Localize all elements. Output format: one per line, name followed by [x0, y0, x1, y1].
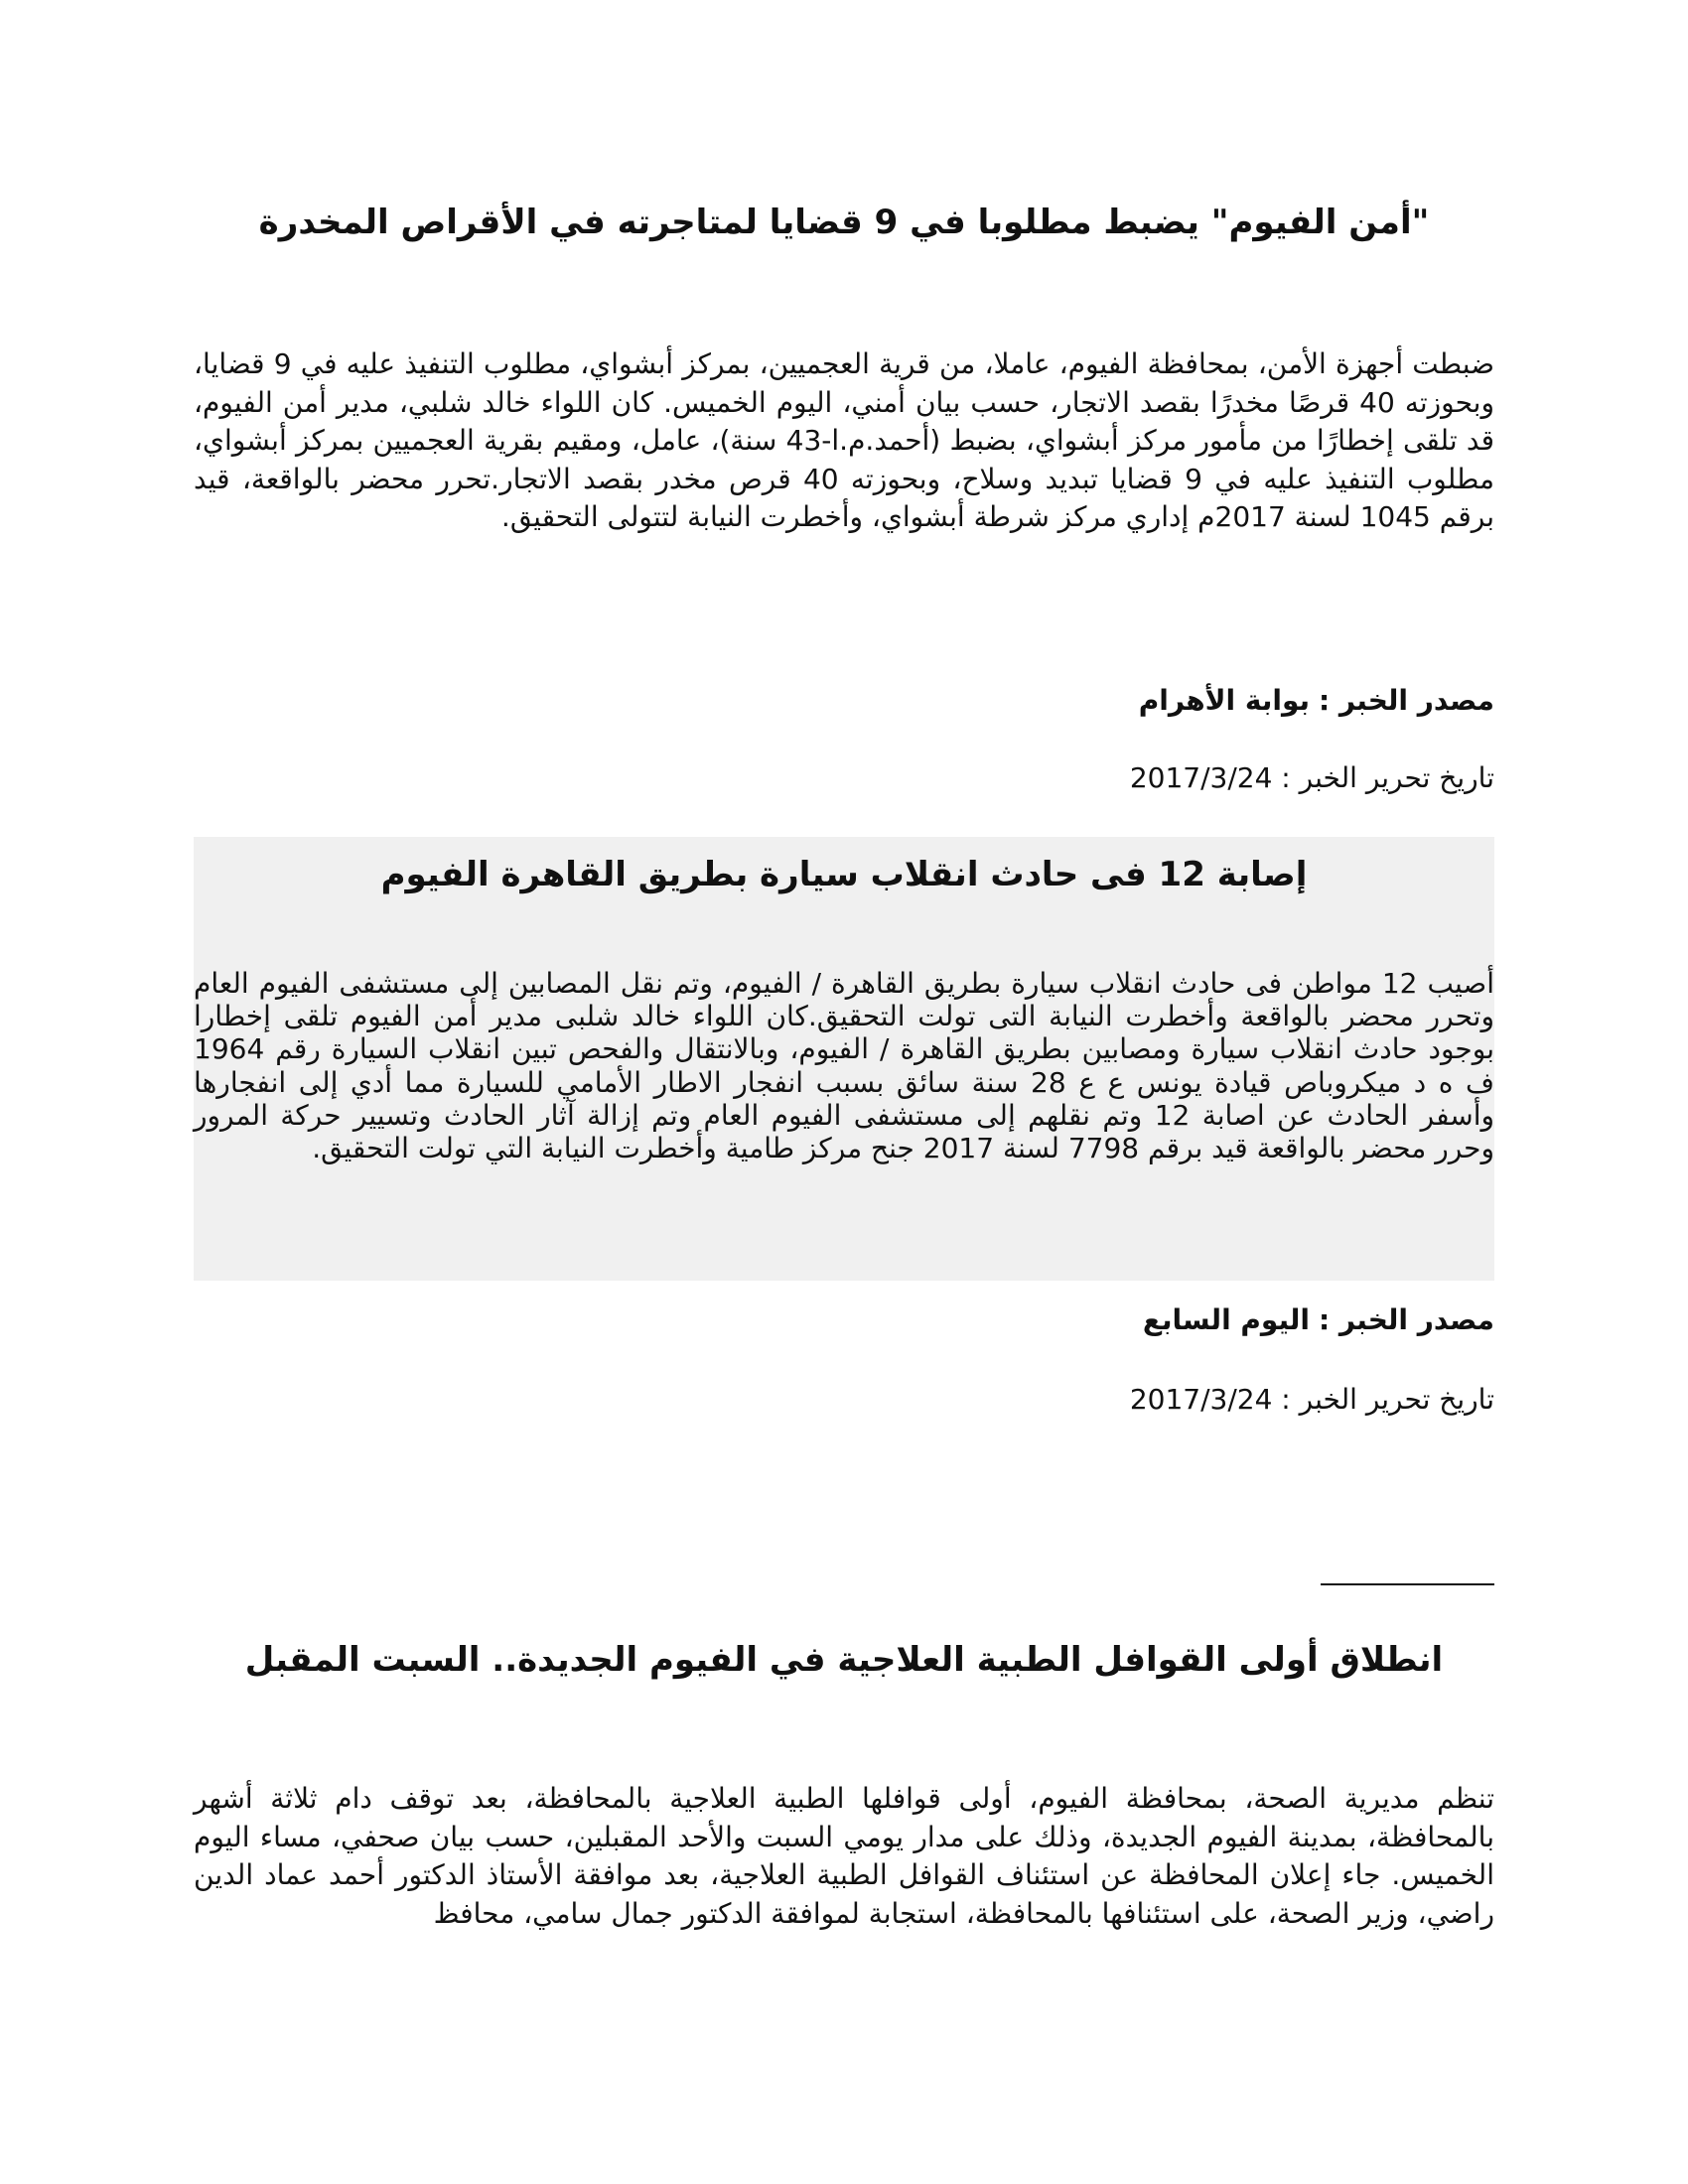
article-1-body: ضبطت أجهزة الأمن، بمحافظة الفيوم، عاملا، من قرية العجميين، بمركز أبشواي، مطلوب التنفيذ عليه في 9 قضايا، وبحوزته 40 قرصًا مخدرًا بقصد الاتجار، حسب بيان أمني، اليوم الخميس. كان اللواء خالد شلبي، مدير أمن الفيوم، قد تلقى إخطارًا من مأمور مركز أبشواي، بضبط (أحمد.م.ا-43 سنة)، عامل، ومقيم بقرية العجميين بمركز أبشواي، مطلوب التنفيذ عليه في 9 قضايا تبديد وسلاح، وبحوزته 40 قرص مخدر بقصد الاتجار.تحرر محضر بالواقعة، قيد برقم 1045 لسنة 2017م إداري مركز شرطة أبشواي، وأخطرت النيابة لتتولى التحقيق.	[194, 347, 1494, 533]
article-2-title: إصابة 12 فى حادث انقلاب سيارة بطريق القاهرة الفيوم	[380, 855, 1308, 894]
article-1-date-value: 2017/3/24	[1129, 761, 1273, 794]
article-1-date	[194, 758, 1494, 798]
article-3-title: انطلاق أولى القوافل الطبية العلاجية في الفيوم الجديدة.. السبت المقبل	[244, 1640, 1444, 1680]
article-2-date-value: 2017/3/24	[1129, 1383, 1273, 1416]
article-3-body: تنظم مديرية الصحة، بمحافظة الفيوم، أولى قوافلها الطبية العلاجية بالمحافظة، بعد توقف دام ثلاثة أشهر بالمحافظة، بمدينة الفيوم الجديدة، وذلك على مدار يومي السبت والأحد المقبلين، حسب بيان صحفي، مساء اليوم الخميس. جاء إعلان المحافظة عن استئناف القوافل الطبية العلاجية، بعد موافقة الأستاذ الدكتور أحمد عماد الدين راضي، وزير الصحة، على استئنافها بالمحافظة، استجابة لموافقة الدكتور جمال سامي، محافظ	[194, 1782, 1494, 1930]
article-1-title: "أمن الفيوم" يضبط مطلوبا في 9 قضايا لمتاجرته في الأقراص المخدرة	[258, 203, 1430, 242]
article-2-date-label: تاريخ تحرير الخبر :	[1281, 1383, 1494, 1416]
article-2-source-value: اليوم السابع	[1142, 1303, 1311, 1336]
article-1-source	[194, 681, 1494, 721]
article-2-source	[194, 1300, 1494, 1340]
article-1-source-value: بوابة الأهرام	[1138, 684, 1311, 717]
article-2-date	[194, 1380, 1494, 1420]
article-1-date-label: تاريخ تحرير الخبر :	[1281, 761, 1494, 794]
article-2-source-label: مصدر الخبر :	[1318, 1303, 1494, 1336]
separator-line	[1321, 1583, 1494, 1585]
article-1-source-label: مصدر الخبر :	[1318, 684, 1494, 717]
article-2-body: أصيب 12 مواطن فى حادث انقلاب سيارة بطريق القاهرة / الفيوم، وتم نقل المصابين إلى مستشفى الفيوم العام وتحرر محضر بالواقعة وأخطرت النيابة التى تولت التحقيق.كان اللواء خالد شلبى مدير أمن الفيوم تلقى إخطارا بوجود حادث انقلاب سيارة ومصابين بطريق القاهرة / الفيوم، وبالانتقال والفحص تبين انقلاب السيارة رقم 1964 ف ه د ميكروباص قيادة يونس ع ع 28 سنة سائق بسبب انفجار الاطار الأمامي للسيارة مما أدي إلى انفجارها وأسفر الحادث عن اصابة 12 وتم نقلهم إلى مستشفى الفيوم العام وتم إزالة آثار الحادث وتسيير حركة المرور وحرر محضر بالواقعة قيد برقم 7798 لسنة 2017 جنح مركز طامية وأخطرت النيابة التي تولت التحقيق.	[194, 967, 1494, 1165]
